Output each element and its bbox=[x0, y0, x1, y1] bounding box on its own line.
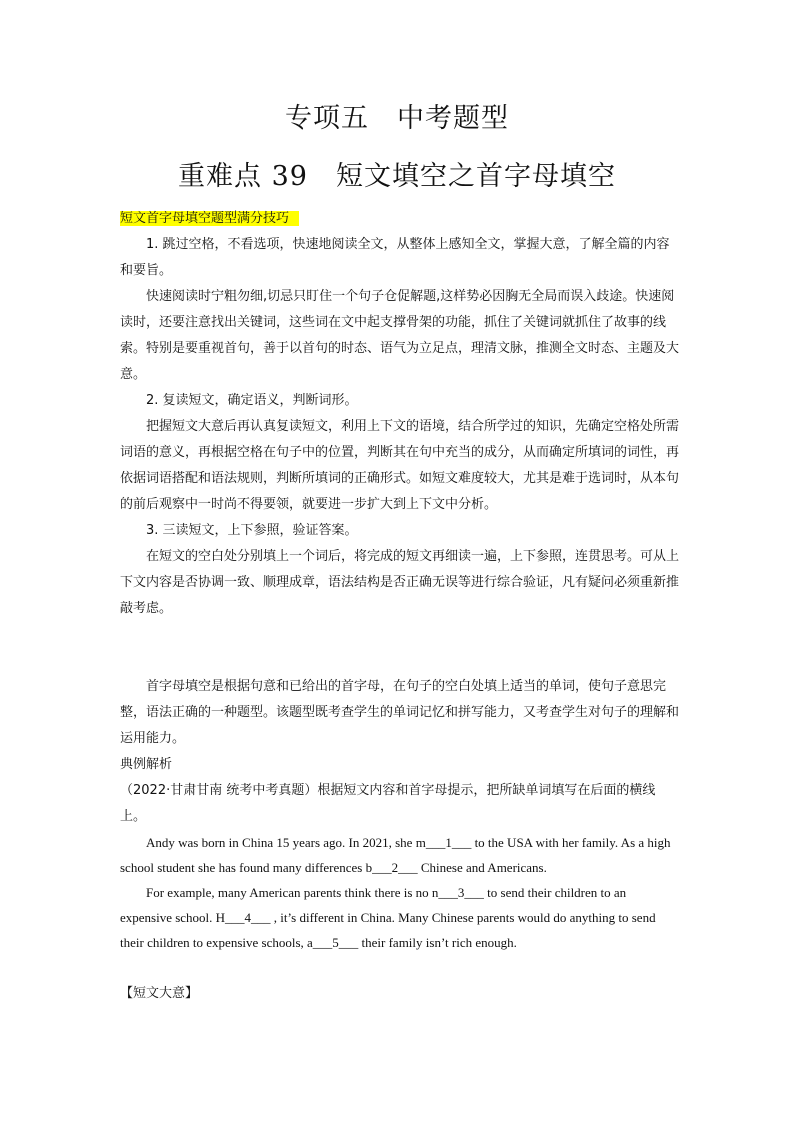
section-heading bbox=[120, 206, 680, 232]
document-body bbox=[120, 206, 680, 1007]
page-title: 专项五 中考题型 bbox=[285, 103, 509, 134]
passage-paragraph-1: Andy was born in China 15 years ago. In 2021, she m___1___ to the USA with her family. As a high school student she has found many differences b___2___ Chinese and Americans. bbox=[120, 835, 671, 875]
skill-step-3-detail: 在短文的空白处分别填上一个词后，将完成的短文再细读一遍，上下参照，连贯思考。可从上下文内容是否协调一致、顺理成章，语法结构是否正确无误等进行综合验证，凡有疑问必须重新推敲考虑。 bbox=[120, 549, 680, 616]
highlighted-heading: 短文首字母填空题型满分技巧 bbox=[120, 211, 299, 226]
vertical-spacer bbox=[120, 622, 680, 674]
passage-paragraph-2: For example, many American parents think there is no n___3___ to send their children to an expensive school. H___4___ , it’s different in China. Many Chinese parents would do anything to send their children to expensive schools, a___5___ their family isn’t rich enough. bbox=[120, 885, 656, 950]
vertical-spacer bbox=[120, 955, 680, 981]
skill-step-2: 2. 复读短文，确定语义，判断词形。 bbox=[146, 393, 358, 408]
intro-paragraph: 首字母填空是根据句意和已给出的首字母，在句子的空白处填上适当的单词，使句子意思完整，语法正确的一种题型。该题型既考查学生的单词记忆和拼写能力，又考查学生对句子的理解和运用能力。 bbox=[120, 679, 680, 746]
example-source: （2022·甘肃甘南 统考中考真题）根据短文内容和首字母提示，把所缺单词填写在后面的横线上。 bbox=[120, 783, 656, 824]
skill-step-3: 3. 三读短文，上下参照，验证答案。 bbox=[146, 523, 358, 538]
summary-heading: 【短文大意】 bbox=[120, 986, 199, 1001]
example-heading: 典例解析 bbox=[120, 757, 173, 772]
page-subtitle: 重难点 39 短文填空之首字母填空 bbox=[178, 161, 616, 192]
skill-step-1: 1. 跳过空格，不看选项，快速地阅读全文，从整体上感知全文，掌握大意，了解全篇的内容和要旨。 bbox=[120, 237, 670, 278]
skill-step-1-detail: 快速阅读时宁粗勿细,切忌只盯住一个句子仓促解题,这样势必因胸无全局而误入歧途。快速阅读时，还要注意找出关键词，这些词在文中起支撑骨架的功能，抓住了关键词就抓住了故事的线索。特别是要重视首句，善于以首句的时态、语气为立足点，理清文脉，推测全文时态、主题及大意。 bbox=[120, 289, 680, 382]
skill-step-2-detail: 把握短文大意后再认真复读短文，利用上下文的语境，结合所学过的知识，先确定空格处所需词语的意义，再根据空格在句子中的位置，判断其在句中充当的成分，从而确定所填词的词性，再依据词语搭配和语法规则，判断所填词的正确形式。如短文难度较大，尤其是难于选词时，从本句的前后观察中一时尚不得要领，就要进一步扩大到上下文中分析。 bbox=[120, 419, 680, 512]
